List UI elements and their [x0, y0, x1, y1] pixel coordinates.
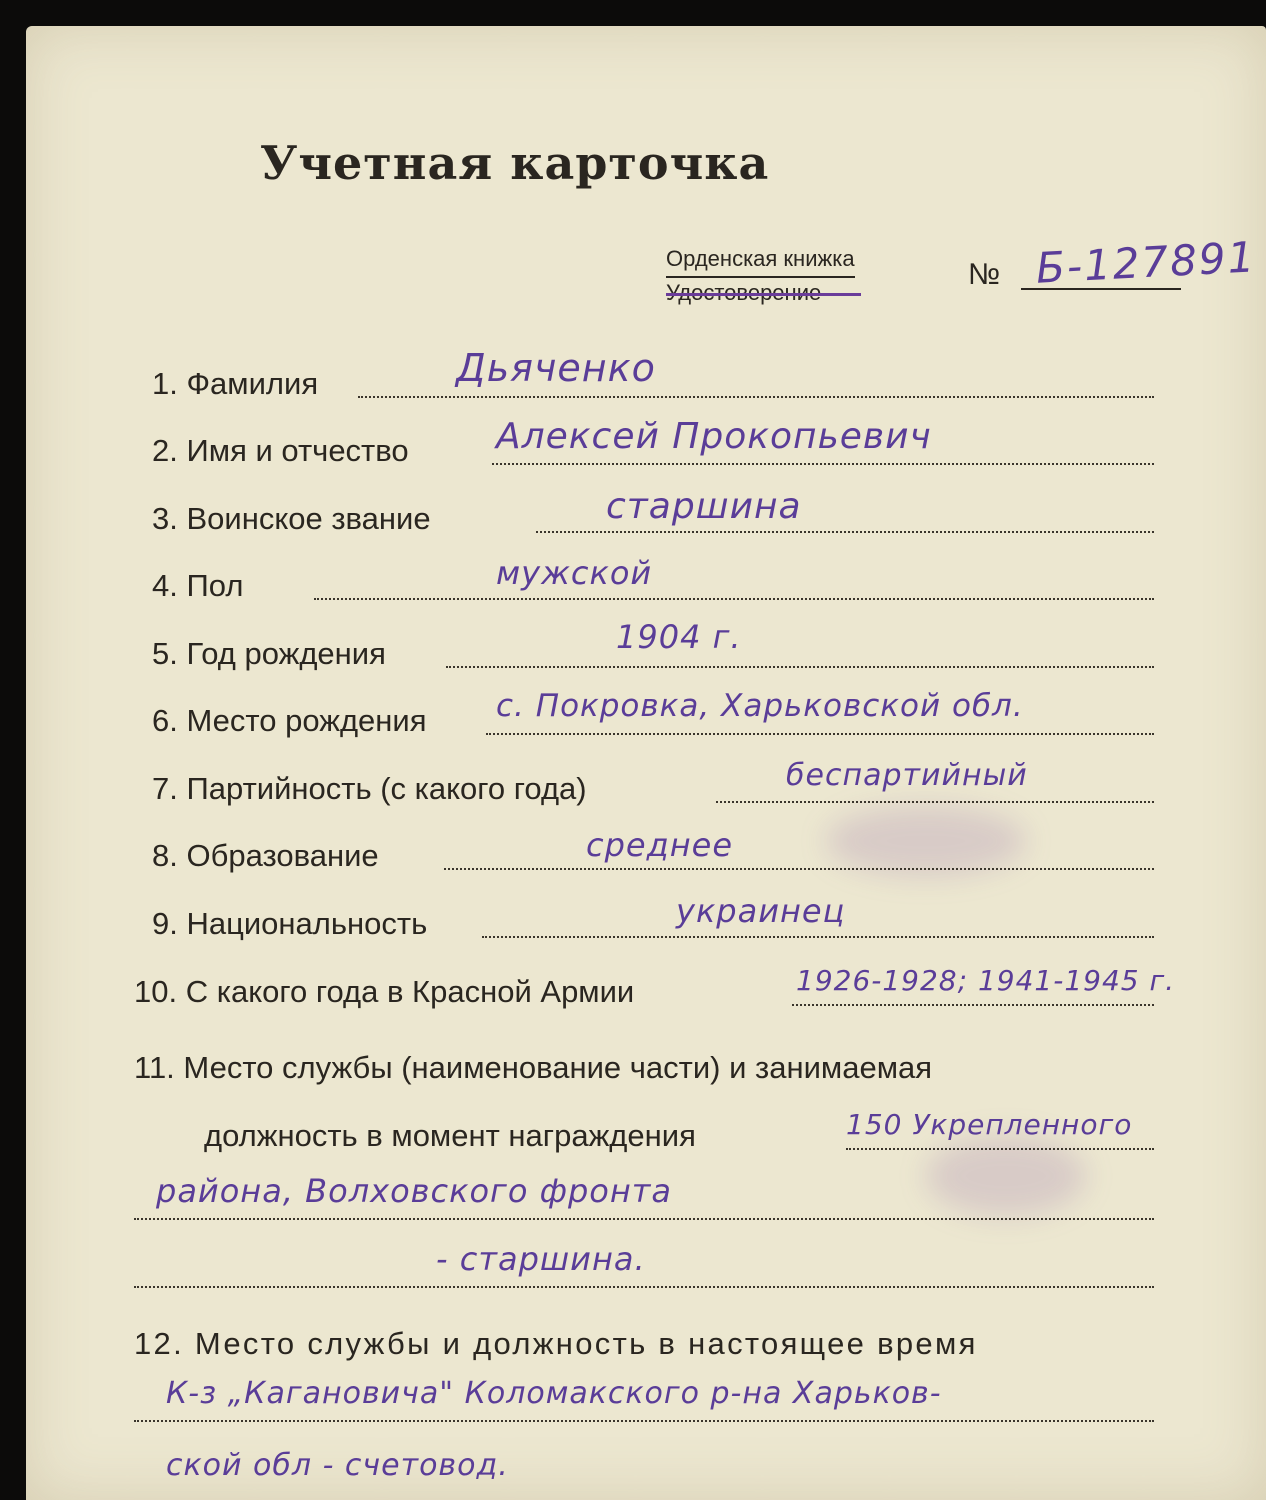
- field-line: [444, 868, 1154, 870]
- field-value-birth-place: с. Покровка, Харьковской обл.: [496, 688, 1024, 724]
- card-title: Учетная карточка: [260, 136, 770, 190]
- order-book-label: Орденская книжка: [666, 244, 855, 278]
- field-label-nationality: 9. Национальность: [152, 906, 428, 941]
- field-label-education: 8. Образование: [152, 838, 379, 873]
- document-type-block: [666, 244, 855, 308]
- field-label-name: 2. Имя и отчество: [152, 433, 409, 468]
- field-label-army-since: 10. С какого года в Красной Армии: [134, 974, 635, 1009]
- field-line: [492, 463, 1154, 465]
- field-label-service-place: 11. Место службы (наименование части) и занимаемая: [134, 1050, 933, 1085]
- field-value-education: среднее: [586, 826, 734, 864]
- field-value-birth-year: 1904 г.: [616, 618, 742, 656]
- field-line: [486, 733, 1154, 735]
- record-card-paper: [26, 26, 1266, 1500]
- field-line: [134, 1420, 1154, 1422]
- field-label-sex: 4. Пол: [152, 568, 244, 603]
- field-line: [134, 1218, 1154, 1220]
- field-line: [358, 396, 1154, 398]
- field-label-service-place-cont: должность в момент награждения: [204, 1118, 696, 1153]
- field-line: [792, 1004, 1154, 1006]
- field-line: [536, 531, 1154, 533]
- field-label-party: 7. Партийность (с какого года): [152, 771, 587, 806]
- field-value-sex: мужской: [496, 554, 653, 592]
- field-value-service-place-3: - старшина.: [436, 1240, 646, 1278]
- field-value-nationality: украинец: [676, 892, 846, 930]
- field-line: [446, 666, 1154, 668]
- field-label-current-service: 12. Место службы и должность в настоящее время: [134, 1326, 978, 1361]
- certificate-label-struck: Удостоверение: [666, 278, 821, 308]
- number-underline: [1021, 288, 1181, 290]
- field-line: [716, 801, 1154, 803]
- field-line: [482, 936, 1154, 938]
- field-line: [846, 1148, 1154, 1150]
- field-label-birth-year: 5. Год рождения: [152, 636, 386, 671]
- field-value-service-place-1: 150 Укрепленного: [846, 1108, 1133, 1141]
- field-line: [134, 1286, 1154, 1288]
- field-value-surname: Дьяченко: [456, 346, 656, 390]
- ink-stain: [826, 806, 1026, 876]
- field-line: [314, 598, 1154, 600]
- field-value-current-service-1: К-з „Кагановича" Коломакского р-на Харьков-: [166, 1376, 942, 1411]
- field-value-name: Алексей Прокопьевич: [496, 416, 932, 457]
- number-label: №: [968, 258, 1001, 291]
- document-number: Б-127891: [1034, 232, 1258, 293]
- field-value-army-since: 1926-1928; 1941-1945 г.: [796, 964, 1176, 997]
- field-label-surname: 1. Фамилия: [152, 366, 319, 401]
- field-value-rank: старшина: [606, 486, 802, 527]
- field-label-rank: 3. Воинское звание: [152, 501, 431, 536]
- field-label-birth-place: 6. Место рождения: [152, 703, 427, 738]
- field-value-service-place-2: района, Волховского фронта: [156, 1172, 673, 1210]
- field-value-current-service-2: ской обл - счетовод.: [166, 1448, 509, 1483]
- field-value-party: беспартийный: [786, 758, 1028, 793]
